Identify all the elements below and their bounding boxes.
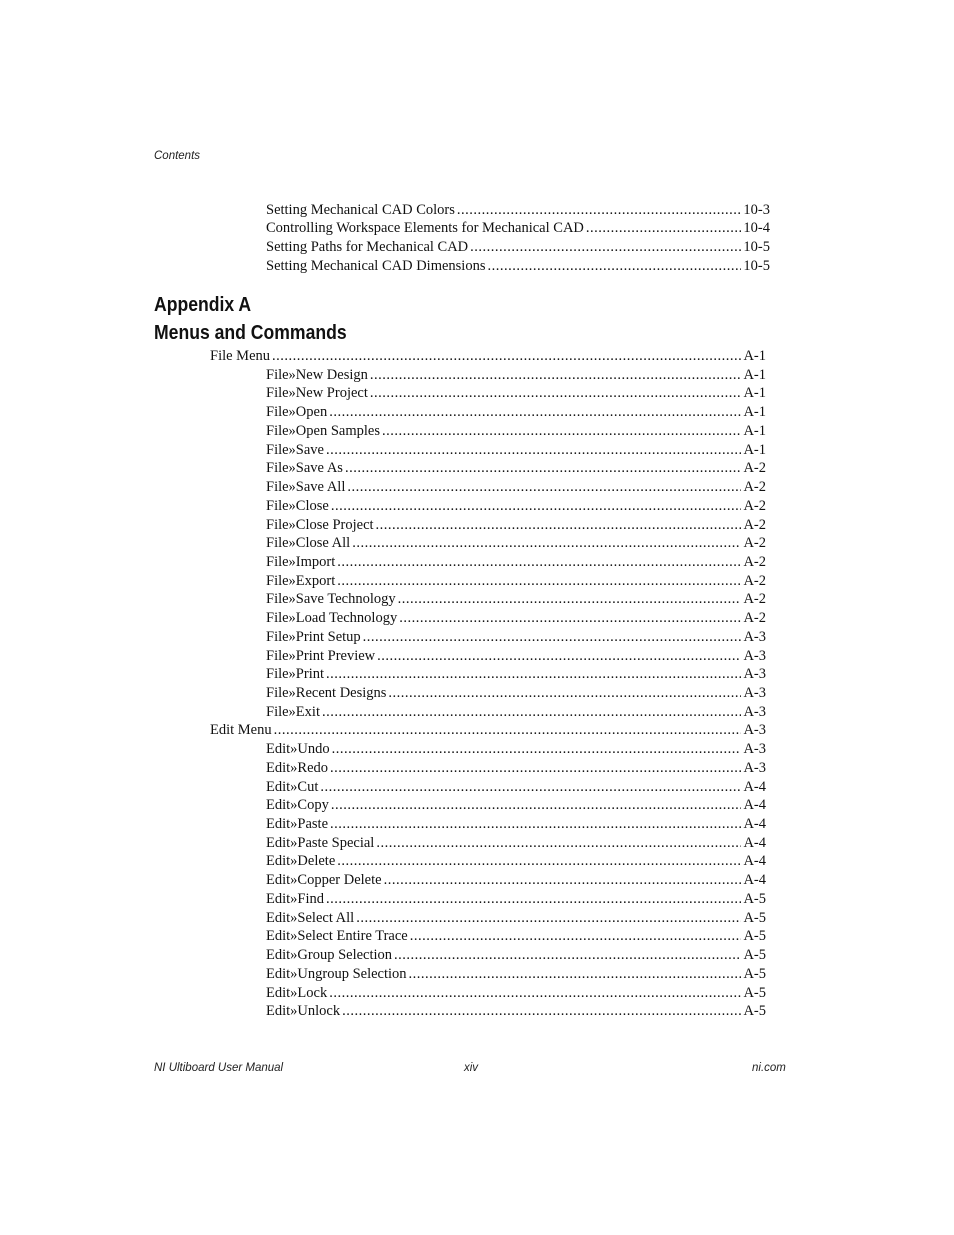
toc-entry-title: File»Save Technology <box>266 591 396 608</box>
toc-entry-title: Edit»Undo <box>266 741 330 758</box>
toc-leader-dots <box>382 422 741 440</box>
toc-leader-dots <box>330 815 741 833</box>
toc-leader-dots <box>337 572 741 590</box>
toc-entry-title: File»New Project <box>266 385 368 402</box>
toc-entry[interactable] <box>266 796 766 814</box>
toc-leader-dots <box>326 441 741 459</box>
toc-entry-title: Edit»Unlock <box>266 1003 341 1020</box>
toc-entry-title: Edit»Select Entire Trace <box>266 928 408 945</box>
toc-entry-page: A-2 <box>743 516 766 533</box>
toc-leader-dots <box>370 366 742 384</box>
toc-entry-title: File»Print Setup <box>266 628 361 645</box>
toc-entry[interactable] <box>266 459 766 477</box>
toc-entry-title: Edit»Redo <box>266 759 329 776</box>
toc-entry-page: A-2 <box>743 572 766 589</box>
toc-leader-dots <box>272 347 741 365</box>
toc-leader-dots <box>399 609 741 627</box>
toc-leader-dots <box>332 740 742 758</box>
toc-leader-dots <box>342 1002 741 1020</box>
toc-entry-title: Setting Mechanical CAD Dimensions <box>266 258 486 274</box>
toc-leader-dots <box>326 665 741 683</box>
footer-manual-title: NI Ultiboard User Manual <box>154 1062 284 1074</box>
toc-entry-page: A-3 <box>743 666 766 683</box>
toc-entry-title: Edit»Select All <box>266 909 355 926</box>
toc-entry-page: 10-5 <box>743 239 770 255</box>
toc-entry-page: A-3 <box>743 647 766 664</box>
toc-leader-dots <box>384 871 742 889</box>
toc-entry[interactable] <box>266 871 766 889</box>
toc-entry[interactable] <box>266 965 766 983</box>
toc-entry-title: File»Recent Designs <box>266 685 387 701</box>
toc-leader-dots <box>410 927 742 945</box>
footer-website: ni.com <box>752 1062 786 1074</box>
toc-entry[interactable] <box>266 590 766 608</box>
toc-entry-title: File»Open <box>266 404 328 421</box>
toc-entry-page: A-2 <box>743 591 766 608</box>
toc-entry[interactable] <box>266 441 766 459</box>
toc-entry-page: A-5 <box>743 965 766 982</box>
toc-entry-page: A-5 <box>743 909 766 926</box>
toc-entry[interactable] <box>266 815 766 833</box>
toc-entry-title: File»Exit <box>266 703 320 720</box>
toc-entry-title: Edit»Find <box>266 890 325 907</box>
toc-entry[interactable] <box>266 257 770 275</box>
toc-entry-title: File»Save All <box>266 479 346 495</box>
toc-entry-page: A-1 <box>743 404 766 421</box>
toc-entry-title: File»Close Project <box>266 516 374 533</box>
toc-entry-title: File»Import <box>266 553 336 570</box>
toc-section-entry[interactable] <box>210 347 766 365</box>
toc-entry[interactable] <box>266 553 766 571</box>
toc-entry[interactable] <box>266 984 766 1002</box>
toc-entry-page: A-5 <box>743 1003 766 1020</box>
toc-entry-page: A-3 <box>743 703 766 720</box>
toc-entry-title: Edit Menu <box>210 722 272 739</box>
toc-leader-dots <box>388 684 741 702</box>
toc-leader-dots <box>329 984 741 1002</box>
toc-entry-page: 10-4 <box>743 220 770 236</box>
toc-entry-title: File»Print Preview <box>266 647 376 664</box>
toc-entry-title: Edit»Paste <box>266 816 329 832</box>
toc-entry-page: A-3 <box>743 741 766 758</box>
toc-entry-page: A-5 <box>743 890 766 907</box>
toc-entry-page: A-1 <box>743 366 766 383</box>
toc-leader-dots <box>330 759 741 777</box>
toc-leader-dots <box>377 647 741 665</box>
toc-leader-dots <box>320 778 741 796</box>
toc-leader-dots <box>326 890 741 908</box>
toc-entry-page: 10-5 <box>743 258 770 274</box>
toc-leader-dots <box>586 219 742 237</box>
toc-entry[interactable] <box>266 497 766 515</box>
toc-entry-title: File»Save <box>266 441 324 458</box>
toc-entry-page: A-3 <box>743 722 766 739</box>
toc-entry[interactable] <box>266 665 766 683</box>
toc-entry[interactable] <box>266 1002 766 1020</box>
toc-entry-page: A-3 <box>743 685 766 701</box>
toc-entry-title: Edit»Ungroup Selection <box>266 965 407 982</box>
toc-entry-page: A-2 <box>743 610 766 627</box>
toc-entry[interactable] <box>266 422 766 440</box>
toc-leader-dots <box>347 478 741 496</box>
footer-page-number: xiv <box>464 1062 479 1074</box>
toc-entry[interactable] <box>266 852 766 870</box>
toc-entry[interactable] <box>266 890 766 908</box>
toc-leader-dots <box>345 459 742 477</box>
toc-entry[interactable] <box>266 703 766 721</box>
appendix-title: Menus and Commands <box>154 322 347 344</box>
toc-entry[interactable] <box>266 516 766 534</box>
toc-entry[interactable] <box>266 609 766 627</box>
toc-entry-page: A-4 <box>743 816 766 832</box>
toc-entry-title: File»Close All <box>266 535 351 552</box>
toc-entry-page: 10-3 <box>743 202 770 218</box>
toc-entry[interactable] <box>266 572 766 590</box>
toc-leader-dots <box>457 201 742 219</box>
toc-entry-title: Edit»Paste Special <box>266 834 375 851</box>
toc-entry[interactable] <box>266 201 770 219</box>
toc-entry-title: Edit»Cut <box>266 778 319 795</box>
toc-leader-dots <box>370 384 742 402</box>
toc-entry-page: A-1 <box>743 348 766 364</box>
toc-entry-page: A-5 <box>743 928 766 945</box>
toc-entry[interactable] <box>266 238 770 256</box>
toc-entry[interactable] <box>266 684 766 702</box>
toc-leader-dots <box>322 703 741 721</box>
toc-leader-dots <box>331 497 742 515</box>
toc-section-entry[interactable] <box>210 721 766 739</box>
toc-entry-page: A-1 <box>743 385 766 402</box>
toc-leader-dots <box>356 909 741 927</box>
toc-entry[interactable] <box>266 384 766 402</box>
toc-entry[interactable] <box>266 403 766 421</box>
toc-entry-title: Edit»Lock <box>266 984 328 1001</box>
toc-entry-page: A-4 <box>743 853 766 870</box>
toc-leader-dots <box>470 238 741 256</box>
appendix-heading <box>154 291 347 347</box>
toc-entry-page: A-5 <box>743 947 766 963</box>
toc-entry[interactable] <box>266 647 766 665</box>
toc-entry-title: Edit»Delete <box>266 853 336 870</box>
toc-entry[interactable] <box>266 909 766 927</box>
toc-entry-title: File»New Design <box>266 366 368 383</box>
toc-entry[interactable] <box>266 778 766 796</box>
toc-leader-dots <box>274 721 742 739</box>
toc-entry-page: A-3 <box>743 628 766 645</box>
toc-entry-title: File»Load Technology <box>266 610 398 627</box>
toc-entry[interactable] <box>266 740 766 758</box>
toc-leader-dots <box>352 534 741 552</box>
toc-entry-page: A-2 <box>743 535 766 552</box>
toc-entry-page: A-1 <box>743 422 766 439</box>
toc-entry-page: A-4 <box>743 834 766 851</box>
toc-entry-page: A-4 <box>743 797 766 814</box>
toc-entry-page: A-1 <box>743 441 766 458</box>
toc-entry-title: Edit»Copper Delete <box>266 872 382 889</box>
toc-leader-dots <box>409 965 742 983</box>
toc-entry-page: A-2 <box>743 497 766 514</box>
toc-leader-dots <box>337 553 741 571</box>
toc-entry[interactable] <box>266 478 766 496</box>
toc-entry[interactable] <box>266 534 766 552</box>
toc-entry-page: A-2 <box>743 553 766 570</box>
toc-leader-dots <box>363 628 742 646</box>
toc-entry-title: Setting Paths for Mechanical CAD <box>266 239 469 255</box>
toc-entry-title: File»Save As <box>266 460 343 477</box>
toc-entry[interactable] <box>266 927 766 945</box>
toc-entry[interactable] <box>266 219 770 237</box>
toc-entry[interactable] <box>266 834 766 852</box>
toc-entry-page: A-2 <box>743 460 766 477</box>
toc-leader-dots <box>487 257 741 275</box>
toc-leader-dots <box>376 834 741 852</box>
toc-leader-dots <box>329 403 741 421</box>
toc-entry-title: Controlling Workspace Elements for Mechanical CAD <box>266 220 584 236</box>
running-head: Contents <box>154 150 201 162</box>
toc-entry[interactable] <box>266 628 766 646</box>
toc-entry-page: A-5 <box>743 984 766 1001</box>
toc-entry[interactable] <box>266 366 766 384</box>
toc-entry-title: File»Open Samples <box>266 422 380 439</box>
toc-leader-dots <box>331 796 742 814</box>
toc-entry-title: Setting Mechanical CAD Colors <box>266 202 455 218</box>
toc-leader-dots <box>394 946 741 964</box>
toc-entry[interactable] <box>266 759 766 777</box>
toc-entry-title: File»Close <box>266 497 329 514</box>
toc-entry[interactable] <box>266 946 766 964</box>
toc-leader-dots <box>376 516 742 534</box>
toc-entry-page: A-4 <box>743 872 766 889</box>
toc-entry-title: File»Export <box>266 572 336 589</box>
toc-entry-page: A-4 <box>743 778 766 795</box>
toc-entry-title: File Menu <box>210 348 271 364</box>
toc-leader-dots <box>398 590 742 608</box>
toc-entry-title: File»Print <box>266 666 325 683</box>
appendix-label: Appendix A <box>154 294 252 316</box>
toc-entry-title: Edit»Copy <box>266 797 329 814</box>
toc-entry-title: Edit»Group Selection <box>266 947 393 963</box>
toc-entry-page: A-3 <box>743 759 766 776</box>
toc-entry-page: A-2 <box>743 479 766 495</box>
toc-leader-dots <box>337 852 741 870</box>
